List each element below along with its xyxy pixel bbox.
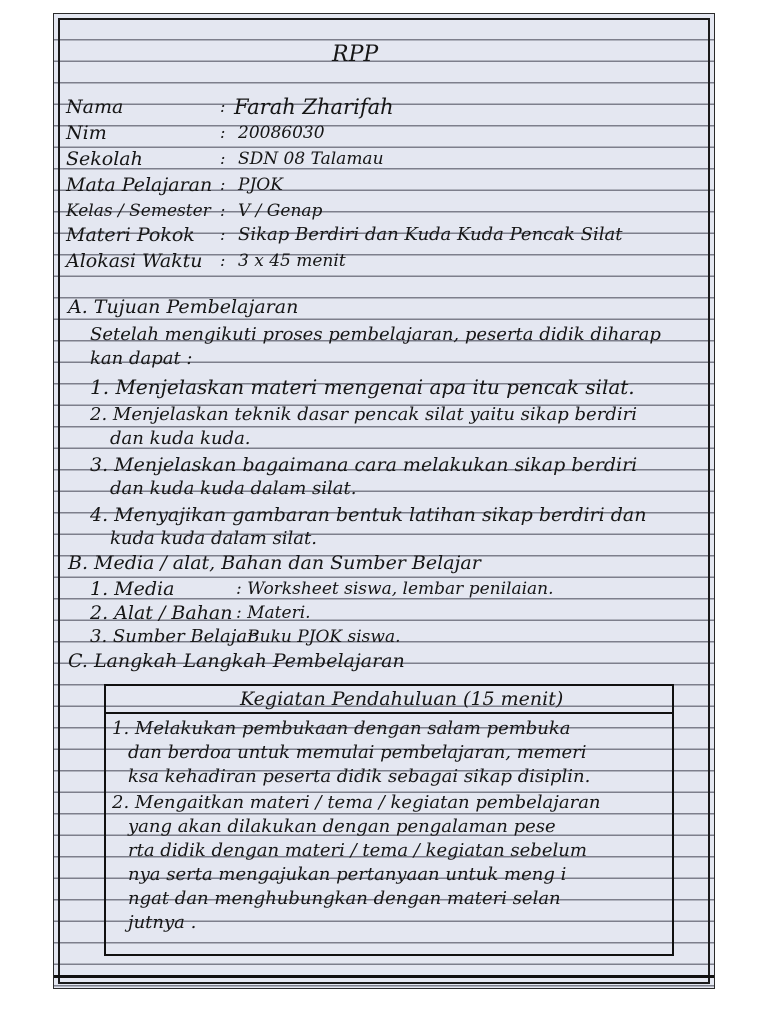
media-item-label: 3. Sumber Belajar [90, 626, 256, 647]
identity-label-materi-pokok: Materi Pokok [66, 224, 195, 246]
section-b-heading: B. Media / alat, Bahan dan Sumber Belajar [68, 552, 481, 574]
objective-item-4-cont: kuda kuda dalam silat. [110, 528, 317, 549]
objective-item-3: 3. Menjelaskan bagaimana cara melakukan sikap berdiri [90, 454, 638, 476]
activity-line: dan berdoa untuk memulai pembelajaran, memeri [128, 742, 587, 763]
document-title: RPP [332, 42, 379, 67]
activity-line: 2. Mengaitkan materi / tema / kegiatan pembelajaran [112, 792, 601, 813]
identity-label-sekolah: Sekolah [66, 148, 143, 170]
activity-line: 1. Melakukan pembukaan dengan salam pembuka [112, 718, 571, 739]
identity-value-sekolah: SDN 08 Talamau [238, 149, 384, 169]
box-divider [106, 712, 672, 714]
identity-value-mata-pelajaran: PJOK [238, 175, 283, 195]
identity-value-kelas-semester: V / Genap [238, 201, 323, 221]
section-a-intro-line: Setelah mengikuti proses pembelajaran, peserta didik diharap [90, 324, 661, 345]
identity-colon: : [220, 201, 226, 220]
identity-label-alokasi-waktu: Alokasi Waktu [66, 250, 203, 272]
media-item-label: 1. Media [90, 578, 175, 600]
identity-colon: : [220, 225, 226, 244]
identity-label-kelas-semester: Kelas / Semester [66, 201, 211, 221]
activity-box [104, 684, 674, 956]
media-item-value: : Worksheet siswa, lembar penilaian. [236, 579, 554, 599]
identity-value-nim: 20086030 [238, 123, 325, 143]
identity-label-mata-pelajaran: Mata Pelajaran [66, 174, 213, 196]
identity-label-nama: Nama [66, 96, 124, 118]
bottom-rule [54, 975, 714, 978]
activity-box-title: Kegiatan Pendahuluan (15 menit) [240, 688, 564, 710]
identity-value-alokasi-waktu: 3 x 45 menit [238, 251, 346, 271]
activity-line: rta didik dengan materi / tema / kegiatan sebelum [128, 840, 587, 861]
activity-line: jutnya . [128, 912, 197, 933]
activity-line: yang akan dilakukan dengan pengalaman pese [128, 816, 556, 837]
media-item-value: : Buku PJOK siswa. [236, 627, 401, 647]
identity-colon: : [220, 175, 226, 194]
objective-item-2: 2. Menjelaskan teknik dasar pencak silat yaitu sikap berdiri [90, 404, 637, 425]
section-c-heading: C. Langkah Langkah Pembelajaran [68, 650, 405, 672]
media-item-value: : Materi. [236, 603, 311, 623]
section-a-intro-line: kan dapat : [90, 348, 193, 369]
identity-colon: : [220, 149, 226, 168]
media-item-label: 2. Alat / Bahan [90, 602, 233, 624]
activity-line: nya serta mengajukan pertanyaan untuk meng i [128, 864, 567, 885]
activity-line: ngat dan menghubungkan dengan materi selan [128, 888, 561, 909]
identity-label-nim: Nim [66, 122, 107, 144]
objective-item-4: 4. Menyajikan gambaran bentuk latihan sikap berdiri dan [90, 504, 647, 526]
objective-item-1: 1. Menjelaskan materi mengenai apa itu pencak silat. [90, 375, 635, 399]
identity-colon: : [220, 97, 226, 116]
activity-line: ksa kehadiran peserta didik sebagai sikap disiplin. [128, 766, 591, 787]
identity-value-nama: Farah Zharifah [234, 95, 394, 119]
objective-item-2-cont: dan kuda kuda. [110, 428, 251, 449]
identity-value-materi-pokok: Sikap Berdiri dan Kuda Kuda Pencak Silat [238, 224, 623, 245]
objective-item-3-cont: dan kuda kuda dalam silat. [110, 478, 357, 499]
notebook-page [54, 14, 714, 988]
identity-colon: : [220, 251, 226, 270]
section-a-heading: A. Tujuan Pembelajaran [68, 296, 299, 318]
identity-colon: : [220, 123, 226, 142]
